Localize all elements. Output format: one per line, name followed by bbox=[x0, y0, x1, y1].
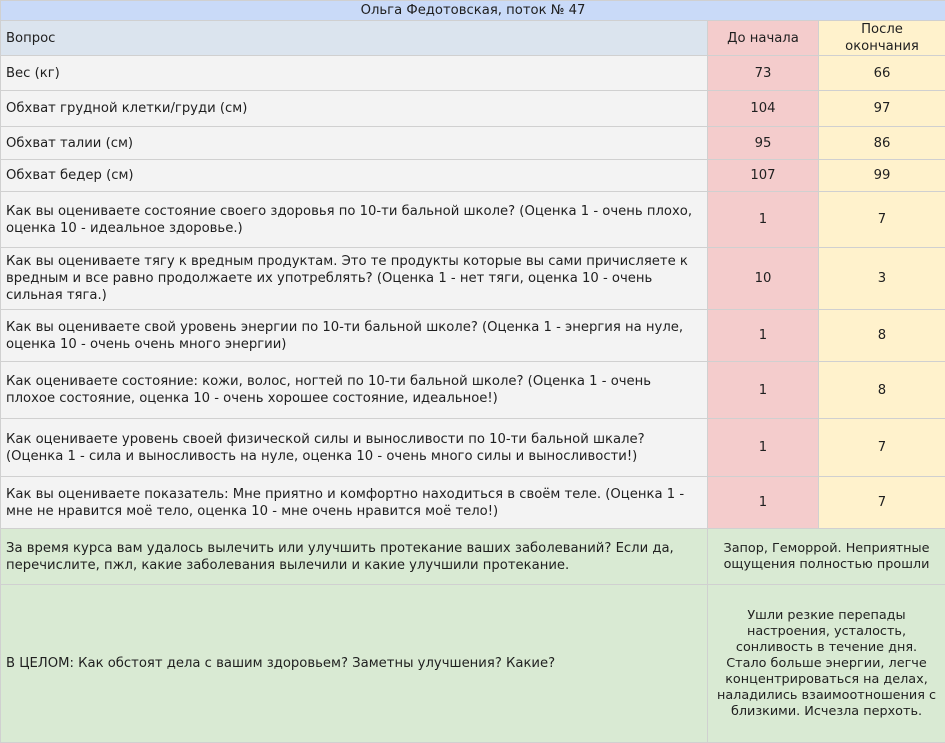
after-value: 99 bbox=[819, 160, 945, 192]
table-row bbox=[1, 362, 945, 419]
before-value: 10 bbox=[708, 248, 819, 310]
before-value: 1 bbox=[708, 362, 819, 419]
question-cell: Как вы оцениваете тягу к вредным продуктам. Это те продукты которые вы сами причисляете к вредным и все равно продолжаете их употреблять? (Оценка 1 - нет тяги, оценка 10 - очень сильная тяга.) bbox=[1, 248, 708, 310]
after-value: 7 bbox=[819, 477, 945, 529]
question-cell: Как вы оцениваете свой уровень энергии по 10-ти бальной школе? (Оценка 1 - энергия на нуле, оценка 10 - очень очень много энергии) bbox=[1, 310, 708, 362]
table-row bbox=[1, 91, 945, 127]
after-value: 8 bbox=[819, 310, 945, 362]
title-row bbox=[1, 1, 945, 21]
before-value: 1 bbox=[708, 192, 819, 248]
question-cell: Как оцениваете уровень своей физической силы и выносливости по 10-ти бальной шкале? (Оценка 1 - сила и выносливость на нуле, оценка 10 - очень много силы и выносливости!) bbox=[1, 419, 708, 477]
question-cell: Как вы оцениваете показатель: Мне приятно и комфортно находиться в своём теле. (Оценка 1 - мне не нравится моё тело, оценка 10 - мне очень нравится моё тело!) bbox=[1, 477, 708, 529]
header-before: До начала bbox=[708, 21, 819, 56]
before-value: 1 bbox=[708, 310, 819, 362]
after-value: 8 bbox=[819, 362, 945, 419]
before-value: 73 bbox=[708, 56, 819, 91]
table-row bbox=[1, 248, 945, 310]
table-title: Ольга Федотовская, поток № 47 bbox=[1, 1, 945, 21]
after-value: 7 bbox=[819, 192, 945, 248]
header-row bbox=[1, 21, 945, 56]
table-row bbox=[1, 160, 945, 192]
header-after: После окончания bbox=[819, 21, 945, 56]
open-question-cell: За время курса вам удалось вылечить или улучшить протекание ваших заболеваний? Если да, перечислите, пжл, какие заболевания вылечили и какие улучшили протекание. bbox=[1, 529, 708, 585]
after-value: 86 bbox=[819, 127, 945, 160]
table-row bbox=[1, 127, 945, 160]
after-value: 7 bbox=[819, 419, 945, 477]
table-row bbox=[1, 192, 945, 248]
question-cell: Обхват талии (см) bbox=[1, 127, 708, 160]
open-answer-cell: Запор, Геморрой. Неприятные ощущения полностью прошли bbox=[708, 529, 945, 585]
before-value: 1 bbox=[708, 477, 819, 529]
after-value: 97 bbox=[819, 91, 945, 127]
after-value: 66 bbox=[819, 56, 945, 91]
header-question: Вопрос bbox=[1, 21, 708, 56]
open-question-cell: В ЦЕЛОМ: Как обстоят дела с вашим здоровьем? Заметны улучшения? Какие? bbox=[1, 585, 708, 743]
question-cell: Обхват бедер (см) bbox=[1, 160, 708, 192]
question-cell: Вес (кг) bbox=[1, 56, 708, 91]
table-row bbox=[1, 419, 945, 477]
open-question-row bbox=[1, 529, 945, 585]
after-value: 3 bbox=[819, 248, 945, 310]
open-question-row bbox=[1, 585, 945, 743]
question-cell: Обхват грудной клетки/груди (см) bbox=[1, 91, 708, 127]
before-value: 107 bbox=[708, 160, 819, 192]
question-cell: Как оцениваете состояние: кожи, волос, ногтей по 10-ти бальной школе? (Оценка 1 - очень плохое состояние, оценка 10 - очень хорошее состояние, идеальное!) bbox=[1, 362, 708, 419]
before-value: 104 bbox=[708, 91, 819, 127]
before-value: 1 bbox=[708, 419, 819, 477]
table-row bbox=[1, 477, 945, 529]
table-row bbox=[1, 310, 945, 362]
before-value: 95 bbox=[708, 127, 819, 160]
table-row bbox=[1, 56, 945, 91]
open-answer-cell: Ушли резкие перепады настроения, усталость, сонливость в течение дня. Стало больше энергии, легче концентрироваться на делах, наладились взаимоотношения с близкими. Исчезла перхоть. bbox=[708, 585, 945, 743]
question-cell: Как вы оцениваете состояние своего здоровья по 10-ти бальной школе? (Оценка 1 - очень плохо, оценка 10 - идеальное здоровье.) bbox=[1, 192, 708, 248]
